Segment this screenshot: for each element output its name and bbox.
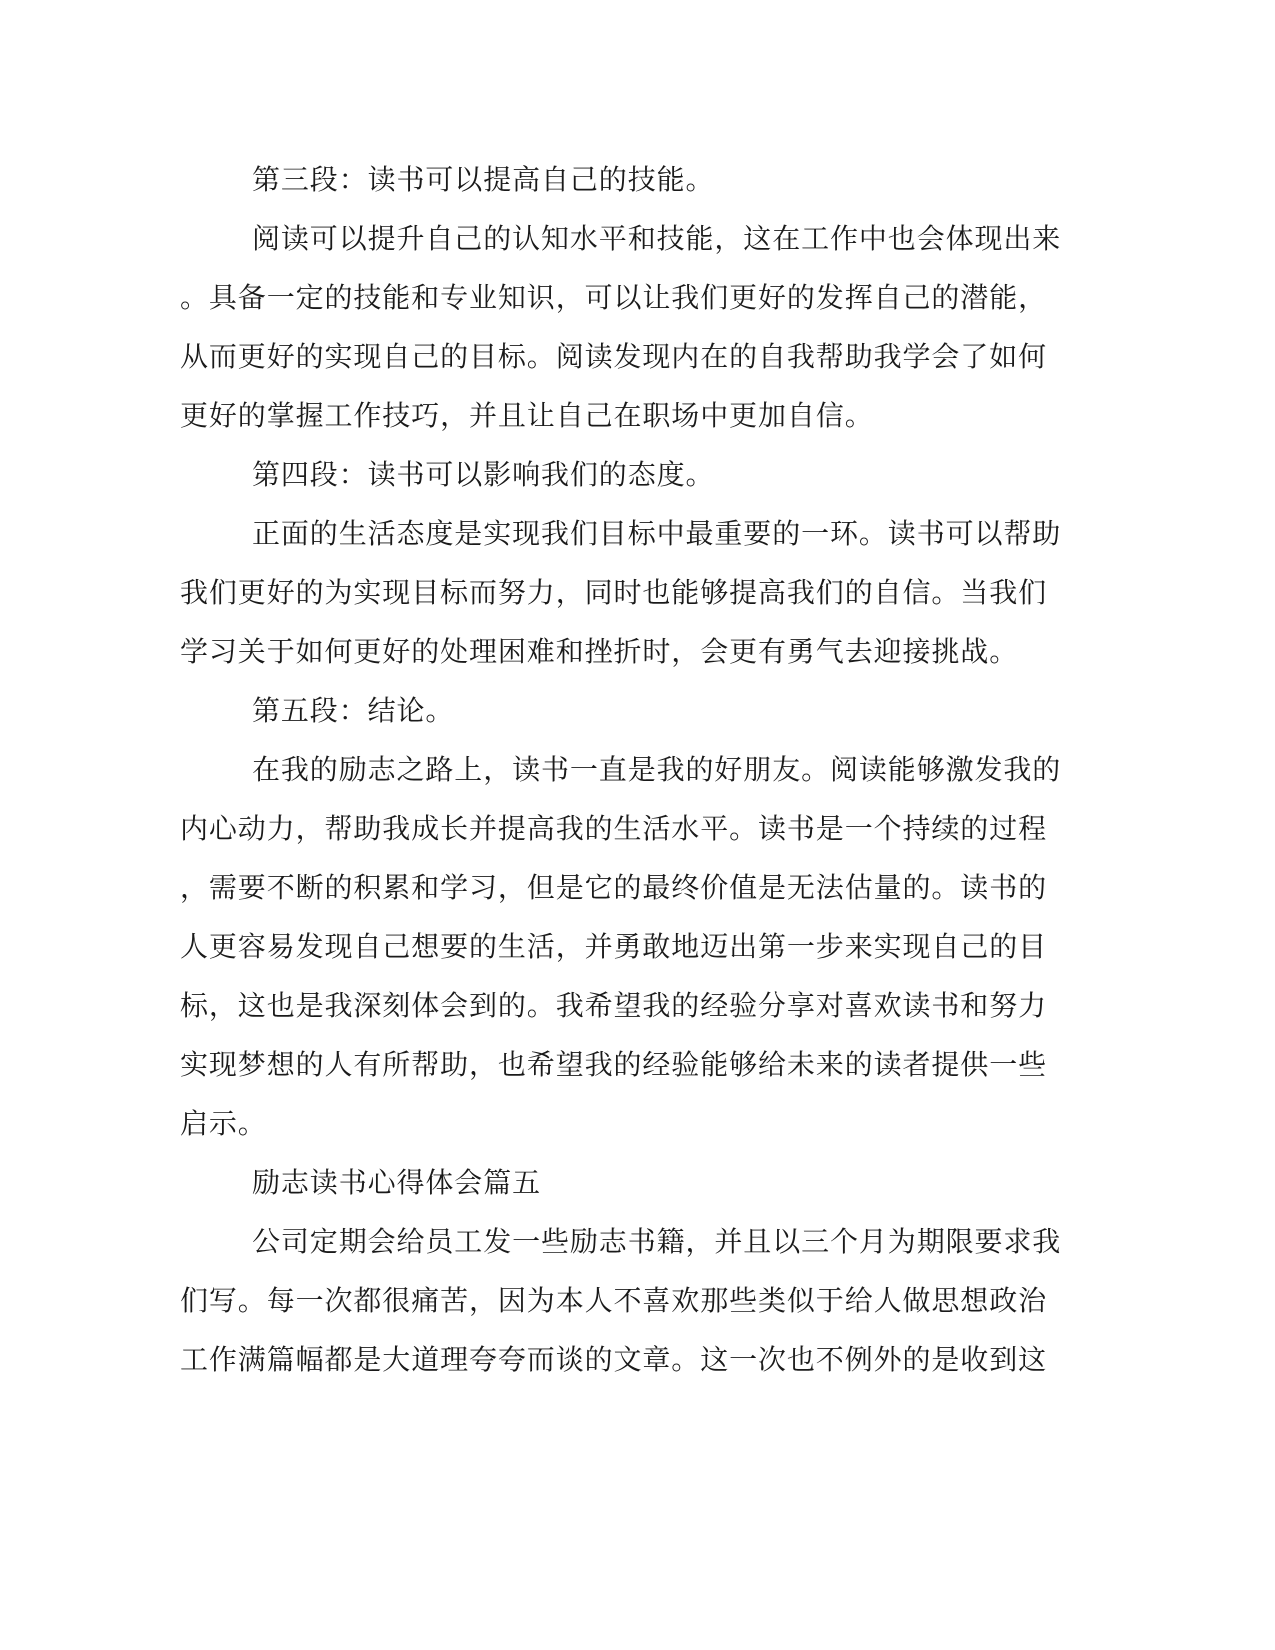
paragraph-line: ，需要不断的积累和学习，但是它的最终价值是无法估量的。读书的 — [180, 871, 1048, 904]
paragraph-line: 内心动力，帮助我成长并提高我的生活水平。读书是一个持续的过程 — [180, 812, 1048, 845]
paragraph-line: 标，这也是我深刻体会到的。我希望我的经验分享对喜欢读书和努力 — [180, 989, 1048, 1022]
paragraph-line: 们写。每一次都很痛苦，因为本人不喜欢那些类似于给人做思想政治 — [180, 1284, 1048, 1317]
paragraph-line: 更好的掌握工作技巧，并且让自己在职场中更加自信。 — [180, 399, 874, 432]
paragraph-line: 人更容易发现自己想要的生活，并勇敢地迈出第一步来实现自己的目 — [180, 930, 1048, 963]
paragraph-line: 我们更好的为实现目标而努力，同时也能够提高我们的自信。当我们 — [180, 576, 1048, 609]
section-heading-4: 第四段：读书可以影响我们的态度。 — [252, 458, 715, 491]
article-title: 励志读书心得体会篇五 — [252, 1166, 542, 1199]
paragraph-line: 阅读可以提升自己的认知水平和技能，这在工作中也会体现出来 — [252, 222, 1062, 255]
paragraph-line: 在我的励志之路上，读书一直是我的好朋友。阅读能够激发我的 — [252, 753, 1062, 786]
paragraph-line: 公司定期会给员工发一些励志书籍，并且以三个月为期限要求我 — [252, 1225, 1062, 1258]
paragraph-line: 实现梦想的人有所帮助，也希望我的经验能够给未来的读者提供一些 — [180, 1048, 1048, 1081]
section-heading-5: 第五段：结论。 — [252, 694, 455, 727]
paragraph-line: 工作满篇幅都是大道理夸夸而谈的文章。这一次也不例外的是收到这 — [180, 1343, 1048, 1376]
paragraph-line: 。具备一定的技能和专业知识，可以让我们更好的发挥自己的潜能， — [180, 281, 1048, 314]
paragraph-line: 从而更好的实现自己的目标。阅读发现内在的自我帮助我学会了如何 — [180, 340, 1048, 373]
section-heading-3: 第三段：读书可以提高自己的技能。 — [252, 163, 715, 196]
paragraph-line: 正面的生活态度是实现我们目标中最重要的一环。读书可以帮助 — [252, 517, 1062, 550]
paragraph-line: 启示。 — [180, 1107, 267, 1140]
paragraph-line: 学习关于如何更好的处理困难和挫折时，会更有勇气去迎接挑战。 — [180, 635, 1019, 668]
